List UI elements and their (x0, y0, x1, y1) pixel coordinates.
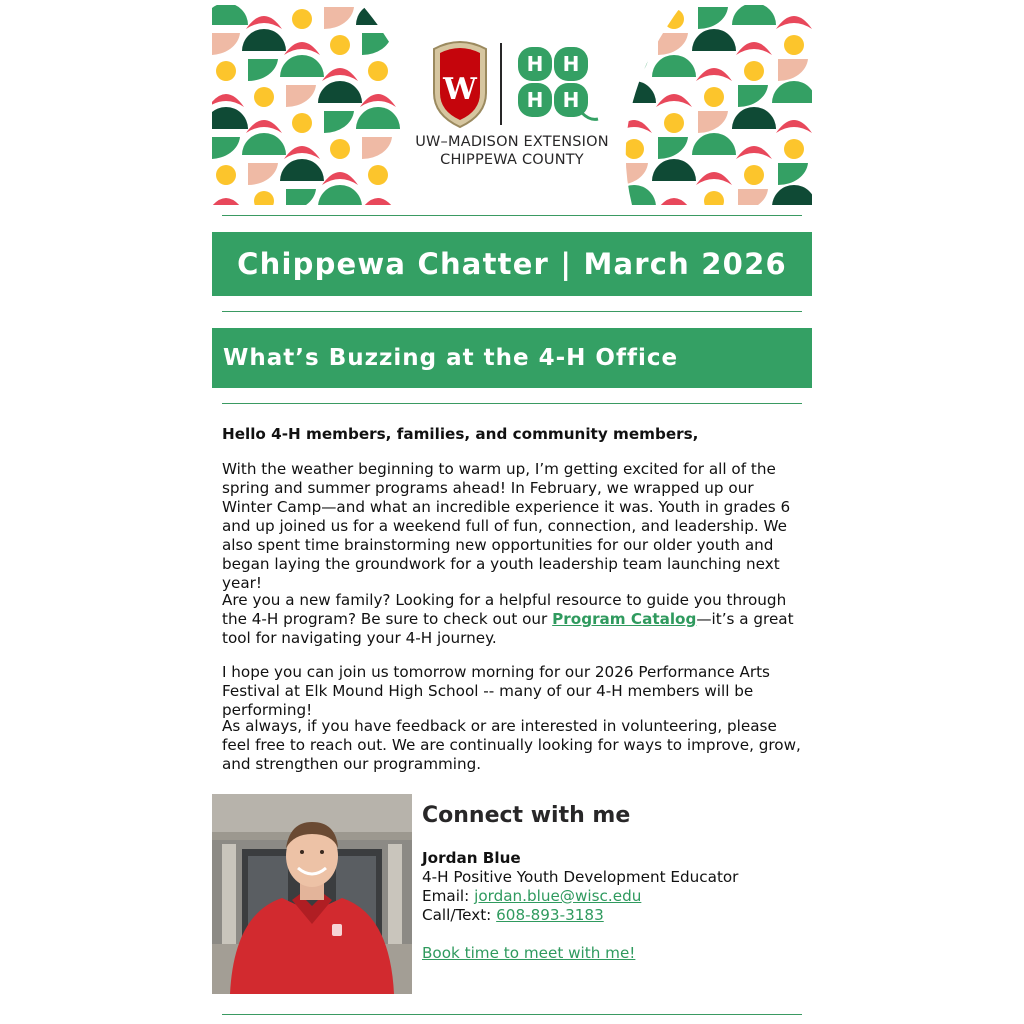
pattern-shape (318, 81, 362, 103)
pattern-shape (246, 120, 282, 133)
pattern-shape (242, 29, 286, 51)
pattern-shape (280, 55, 324, 77)
pattern-shape (356, 107, 400, 129)
pattern-shape (704, 87, 724, 107)
pattern-shape (318, 185, 362, 205)
svg-text:H: H (526, 52, 544, 76)
svg-text:H: H (562, 52, 580, 76)
paragraph-winter-camp: With the weather beginning to warm up, I’m getting excited for all of the spring and summer programs ahead! In February, we wrapped up our Winter Camp—and what an incredible experience it was. Youth in grades 6 and up joined us for a weekend full of fun, connection, and leadership. We also spent time brainstorming new opportunities for our older youth and began laying the groundwork for a youth leadership team launching next year! (222, 460, 791, 592)
pattern-shape (286, 189, 316, 205)
logo-divider (500, 43, 502, 125)
contact-phone-row (422, 906, 812, 925)
pattern-shape (322, 68, 358, 81)
pattern-shape (324, 7, 354, 29)
pattern-shape (732, 5, 776, 25)
paragraph-festival: I hope you can join us tomorrow morning for our 2026 Performance Arts Festival at Elk Mound High School -- many of our 4-H members will be performing! (222, 663, 770, 719)
pattern-decoration (212, 5, 812, 205)
pattern-shape (652, 55, 696, 77)
pattern-shape (216, 61, 236, 81)
connect-heading: Connect with me (422, 803, 631, 828)
pattern-shape (732, 107, 776, 129)
pattern-shape (322, 172, 358, 185)
pattern-shape (324, 111, 354, 133)
pattern-shape (212, 33, 240, 55)
org-name-line1: UW–MADISON EXTENSION (415, 134, 609, 150)
pattern-shape (698, 111, 728, 133)
email-label: Email: (422, 887, 475, 905)
pattern-shape (692, 29, 736, 51)
pattern-shape (772, 81, 812, 103)
pattern-shape (656, 94, 692, 107)
connect-section (422, 800, 812, 963)
pattern-shape (664, 113, 684, 133)
pattern-shape (212, 5, 248, 25)
paragraph-feedback: As always, if you have feedback or are interested in volunteering, please feel free to reach out. We are continually looking for ways to improve, grow, and strengthen our programming. (222, 717, 801, 773)
pattern-shape (778, 59, 808, 81)
pattern-shape (212, 94, 244, 107)
divider (222, 1014, 802, 1015)
contact-role: 4-H Positive Youth Development Educator (422, 868, 739, 886)
pattern-shape (246, 16, 282, 29)
educator-photo (212, 794, 412, 994)
newsletter-title: Chippewa Chatter | March 2026 (212, 232, 812, 296)
pattern-shape (360, 94, 396, 107)
pattern-shape (772, 185, 812, 205)
pattern-shape (736, 42, 772, 55)
pattern-shape (784, 35, 804, 55)
header-banner (212, 5, 812, 205)
paragraph-text: —it’s a great tool for navigating your 4-H journey. (222, 610, 794, 647)
svg-text:W: W (443, 72, 477, 107)
pattern-shape (286, 85, 316, 107)
phone-label: Call/Text: (422, 906, 497, 924)
pattern-shape (368, 61, 388, 81)
pattern-shape (212, 107, 248, 129)
paragraph-program-catalog (222, 591, 804, 648)
email-link[interactable]: jordan.blue@wisc.edu (474, 887, 642, 905)
uw-crest-icon (434, 42, 486, 127)
pattern-shape (292, 113, 312, 133)
pattern-shape (696, 68, 732, 81)
contact-name: Jordan Blue (422, 849, 521, 867)
divider (222, 403, 802, 404)
pattern-shape (698, 7, 728, 29)
pattern-shape (292, 9, 312, 29)
pattern-shape (254, 87, 274, 107)
pattern-shape (744, 61, 764, 81)
pattern-shape (738, 189, 768, 205)
pattern-shape (738, 85, 768, 107)
greeting: Hello 4-H members, families, and community members, (222, 425, 699, 443)
pattern-shape (776, 120, 812, 133)
svg-text:H: H (562, 88, 580, 112)
book-meeting-link[interactable]: Book time to meet with me! (422, 944, 636, 962)
section-heading: What’s Buzzing at the 4-H Office (212, 328, 812, 388)
pattern-shape (704, 191, 724, 205)
divider (222, 311, 802, 312)
divider (222, 215, 802, 216)
pattern-shape (254, 191, 274, 205)
pattern-shape (776, 16, 812, 29)
pattern-shape (248, 59, 278, 81)
pattern-shape (284, 42, 320, 55)
pattern-shape (656, 198, 692, 205)
pattern-shape (212, 198, 244, 205)
org-name-line2: CHIPPEWA COUNTY (440, 152, 584, 168)
program-catalog-link[interactable]: Program Catalog (552, 610, 697, 628)
svg-text:H: H (526, 88, 544, 112)
pattern-shape (696, 172, 732, 185)
phone-link[interactable]: 608-893-3183 (496, 906, 604, 924)
pattern-shape (330, 35, 350, 55)
paragraph-text: Are you a new family? Looking for a helpful resource to guide you through the 4-H program? Be sure to check out our (222, 591, 787, 628)
contact-details (422, 849, 812, 963)
contact-email-row (422, 887, 812, 906)
pattern-shape (658, 33, 688, 55)
pattern-shape (360, 198, 396, 205)
